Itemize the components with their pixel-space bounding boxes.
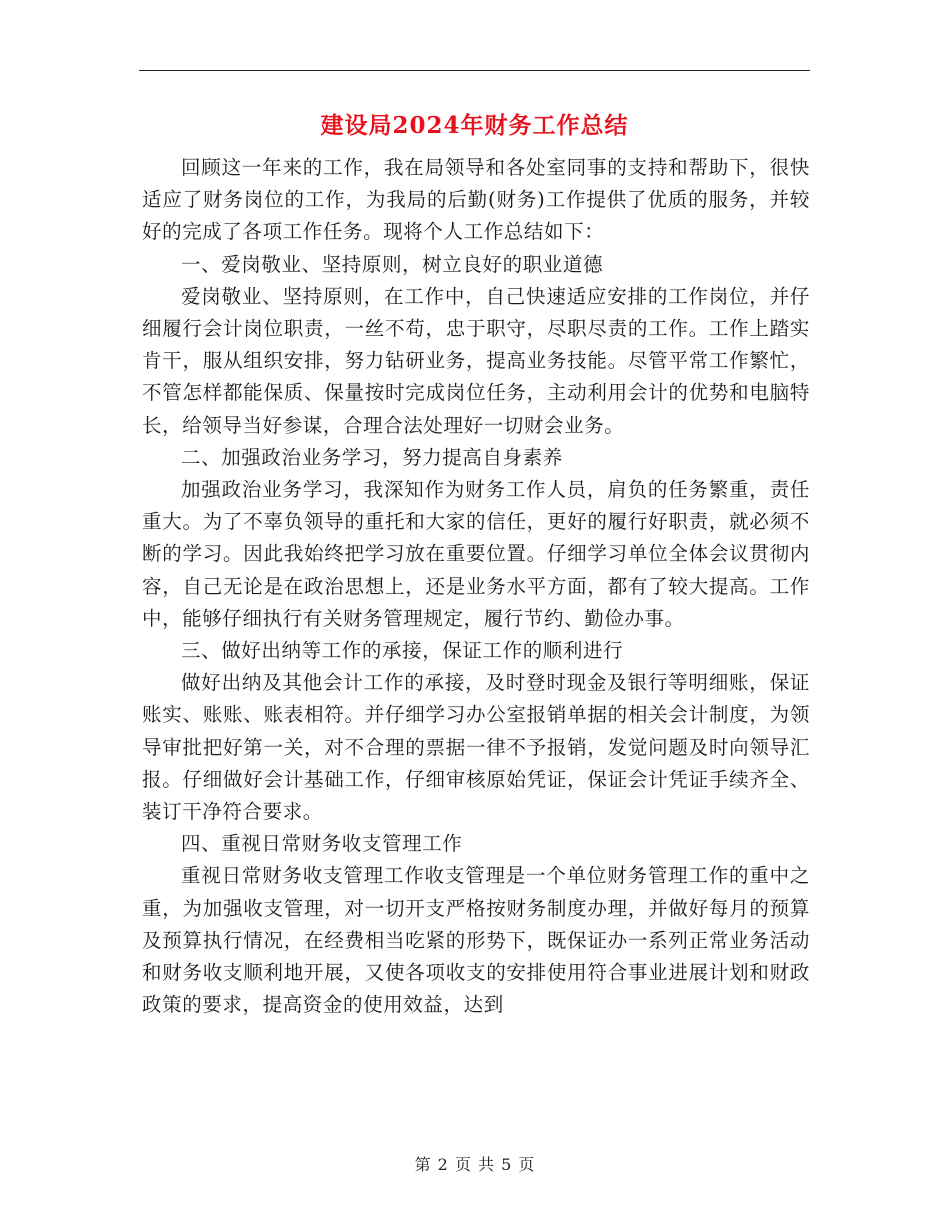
paragraph-section-3: 做好出纳及其他会计工作的承接，及时登时现金及银行等明细账，保证账实、账账、账表相符。并仔细学习办公室报销单据的相关会计制度，为领导审批把好第一关，对不合理的票据一律不予报销，发觉问题及时向领导汇报。仔细做好会计基础工作，仔细审核原始凭证，保证会计凭证手续齐全、装订干净符合要求。	[142, 671, 810, 824]
paragraph-intro: 回顾这一年来的工作，我在局领导和各处室同事的支持和帮助下，很快适应了财务岗位的工作，为我局的后勤(财务)工作提供了优质的服务，并较好的完成了各项工作任务。现将个人工作总结如下：	[142, 156, 810, 244]
section-heading-2: 二、加强政治业务学习，努力提高自身素养	[181, 445, 563, 469]
header-rule	[139, 70, 810, 71]
paragraph-section-2: 加强政治业务学习，我深知作为财务工作人员，肩负的任务繁重，责任重大。为了不辜负领导的重托和大家的信任，更好的履行好职责，就必须不断的学习。因此我始终把学习放在重要位置。仔细学习单位全体会议贯彻内容，自己无论是在政治思想上，还是业务水平方面，都有了较大提高。工作中，能够仔细执行有关财务管理规定，履行节约、勤俭办事。	[142, 478, 810, 630]
section-heading-1: 一、爱岗敬业、坚持原则，树立良好的职业道德	[181, 252, 604, 276]
paragraph-section-1: 爱岗敬业、坚持原则，在工作中，自己快速适应安排的工作岗位，并仔细履行会计岗位职责，一丝不苟，忠于职守，尽职尽责的工作。工作上踏实肯干，服从组织安排，努力钻研业务，提高业务技能。尽管平常工作繁忙，不管怎样都能保质、保量按时完成岗位任务，主动利用会计的优势和电脑特长，给领导当好参谋，合理合法处理好一切财会业务。	[142, 284, 810, 437]
page-number: 第 2 页 共 5 页	[414, 1155, 536, 1174]
section-heading-4: 四、重视日常财务收支管理工作	[181, 832, 463, 856]
section-heading-3: 三、做好出纳等工作的承接，保证工作的顺利进行	[181, 639, 624, 663]
document-body	[142, 152, 810, 1021]
paragraph-section-4: 重视日常财务收支管理工作收支管理是一个单位财务管理工作的重中之重，为加强收支管理，对一切开支严格按财务制度办理，并做好每月的预算及预算执行情况，在经费相当吃紧的形势下，既保证办一系列正常业务活动和财务收支顺利地开展，又使各项收支的安排使用符合事业进展计划和财政政策的要求，提高资金的使用效益，达到	[142, 864, 810, 1017]
document-title: 建设局2024年财务工作总结	[320, 112, 629, 139]
